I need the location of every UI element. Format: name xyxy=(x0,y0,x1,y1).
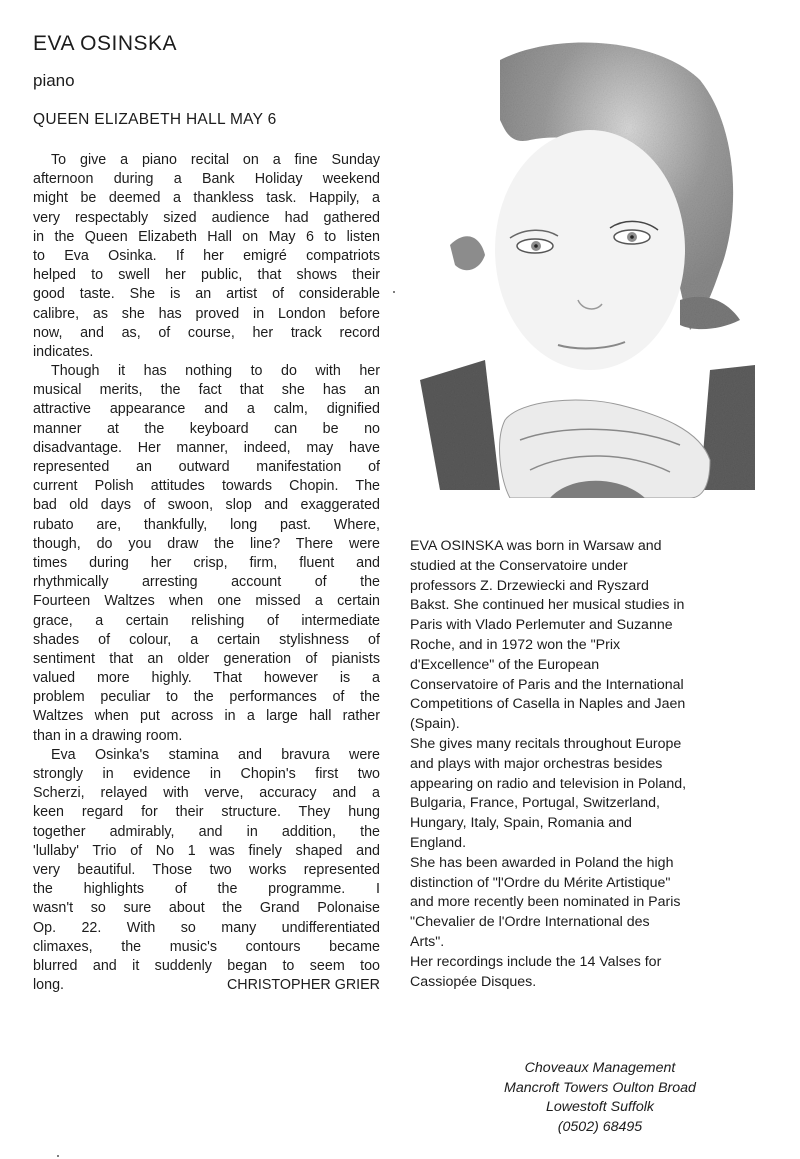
bio-line: England. xyxy=(410,834,467,851)
review-line: rubato are, thankfully, long past. Where, xyxy=(33,516,380,533)
bio-line: d'Excellence" of the European xyxy=(410,656,600,673)
review-author: CHRISTOPHER GRIER xyxy=(226,977,380,994)
bio-line: Bakst. She continued her musical studies in xyxy=(410,597,685,614)
artist-name: EVA OSINSKA xyxy=(33,32,177,55)
review-line: Fourteen Waltzes when one missed a certain xyxy=(33,593,380,610)
review-line: Op. 22. With so many undifferentiated xyxy=(33,919,380,936)
review-line: bad old days of swoon, slop and exaggerated xyxy=(33,497,380,514)
review-paragraph xyxy=(33,362,380,746)
review-line: the highlights of the programme. I xyxy=(33,881,380,898)
review-line: might be deemed a thankless task. Happily, a xyxy=(33,190,380,207)
review-line: afternoon during a Bank Holiday weekend xyxy=(33,171,380,188)
scan-speck xyxy=(393,291,395,293)
review-paragraph xyxy=(33,151,380,362)
review-article xyxy=(33,151,380,995)
bio-line: and more recently been nominated in Paris xyxy=(410,894,681,911)
agency-phone: (0502) 68495 xyxy=(557,1118,643,1135)
review-line: indicates. xyxy=(33,343,94,360)
review-line: Scherzi, relayed with verve, accuracy and a xyxy=(33,785,380,802)
bio-line: Her recordings include the 14 Valses for xyxy=(410,953,662,970)
review-line: rhythmically arresting account of the xyxy=(33,574,380,591)
bio-line: appearing on radio and television in Poland, xyxy=(410,775,687,792)
bio-line: Cassiopée Disques. xyxy=(410,973,537,990)
review-line: than in a drawing room. xyxy=(33,727,183,744)
review-line: long. xyxy=(33,977,65,994)
review-line: Though it has nothing to do with her xyxy=(51,363,380,380)
jacket-left xyxy=(420,360,500,490)
review-line: now, and as, of course, her track record xyxy=(33,324,380,341)
venue-date: QUEEN ELIZABETH HALL MAY 6 xyxy=(33,111,277,128)
review-line: blurred and it suddenly began to seem too xyxy=(33,957,380,974)
portrait-image xyxy=(410,20,764,498)
portrait-photo xyxy=(410,20,764,498)
review-line: in the Queen Elizabeth Hall on May 6 to listen xyxy=(33,228,380,245)
bio-line: EVA OSINSKA was born in Warsaw and xyxy=(410,538,662,554)
review-line: climaxes, the music's contours became xyxy=(33,938,380,955)
artist-biography xyxy=(410,537,770,992)
agency-name: Choveaux Management xyxy=(524,1060,676,1076)
review-line: keen regard for their structure. They hung xyxy=(33,804,380,821)
scan-speck xyxy=(57,1155,59,1157)
review-paragraph xyxy=(33,746,380,995)
review-line: very respectably sized audience had gathered xyxy=(33,209,380,226)
review-line: To give a piano recital on a fine Sunday xyxy=(51,152,380,168)
bio-line: professors Z. Drzewiecki and Ryszard xyxy=(410,577,649,594)
review-line: calibre, as she has proved in London before xyxy=(33,305,380,322)
review-line: Waltzes when put across in a large hall rather xyxy=(33,708,380,725)
review-line: 'lullaby' Trio of No 1 was finely shaped and xyxy=(33,842,380,859)
review-line: helped to swell her public, that shows their xyxy=(33,267,380,284)
review-line: disadvantage. Her manner, indeed, may have xyxy=(33,439,380,456)
bio-line: Competitions of Casella in Naples and Jaen xyxy=(410,696,686,713)
bio-line: (Spain). xyxy=(410,716,460,733)
review-line: to Eva Osinka. If her emigré compatriots xyxy=(33,247,380,264)
bio-line: Conservatoire of Paris and the International xyxy=(410,676,684,693)
review-line: attractive appearance and a calm, dignified xyxy=(33,401,380,418)
bio-line: Hungary, Italy, Spain, Romania and xyxy=(410,815,632,832)
bio-line: "Chevalier de l'Ordre International des xyxy=(410,914,650,931)
bio-line: studied at the Conservatoire under xyxy=(410,557,628,574)
review-line: grace, a certain relishing of intermediate xyxy=(33,612,380,629)
review-line: Eva Osinka's stamina and bravura were xyxy=(51,746,380,763)
review-line: wasn't so sure about the Grand Polonaise xyxy=(33,900,380,917)
bio-line: She has been awarded in Poland the high xyxy=(410,854,674,871)
bio-line: and plays with major orchestras besides xyxy=(410,755,663,772)
bio-line: Arts". xyxy=(410,933,445,950)
bio-line: Paris with Vlado Perlemuter and Suzanne xyxy=(410,617,673,634)
review-line: musical merits, the fact that she has an xyxy=(33,382,380,399)
review-line: very beautiful. Those two works represented xyxy=(33,861,380,878)
review-line: valued more highly. That however is a xyxy=(33,670,380,687)
agency-address: Mancroft Towers Oulton Broad xyxy=(504,1079,696,1096)
review-line: good taste. She is an artist of considerable xyxy=(33,286,380,303)
bio-line: distinction of "l'Ordre du Mérite Artistique" xyxy=(410,874,671,891)
review-line: current Polish attitudes towards Chopin. The xyxy=(33,478,380,495)
review-line: sentiment that an older generation of pianists xyxy=(33,650,380,667)
review-line: strongly in evidence in Chopin's first two xyxy=(33,766,380,782)
review-line: though, do you draw the line? There were xyxy=(33,535,380,552)
review-line: together admirably, and in addition, the xyxy=(33,823,380,840)
agency-contact xyxy=(400,1059,800,1137)
review-line: problem peculiar to the performances of the xyxy=(33,689,380,706)
review-line: shades of colour, a certain stylishness of xyxy=(33,631,380,648)
agency-town: Lowestoft Suffolk xyxy=(545,1099,655,1116)
review-line: times during her crisp, firm, fluent and xyxy=(33,554,380,571)
review-line: represented an outward manifestation of xyxy=(33,459,380,475)
review-line: manner at the keyboard can be no xyxy=(33,420,380,437)
bio-line: Roche, and in 1972 won the "Prix xyxy=(410,636,621,653)
bio-line: She gives many recitals throughout Europe xyxy=(410,735,682,752)
byline-row xyxy=(33,976,380,995)
bio-line: Bulgaria, France, Portugal, Switzerland, xyxy=(410,795,660,812)
instrument: piano xyxy=(33,71,75,90)
